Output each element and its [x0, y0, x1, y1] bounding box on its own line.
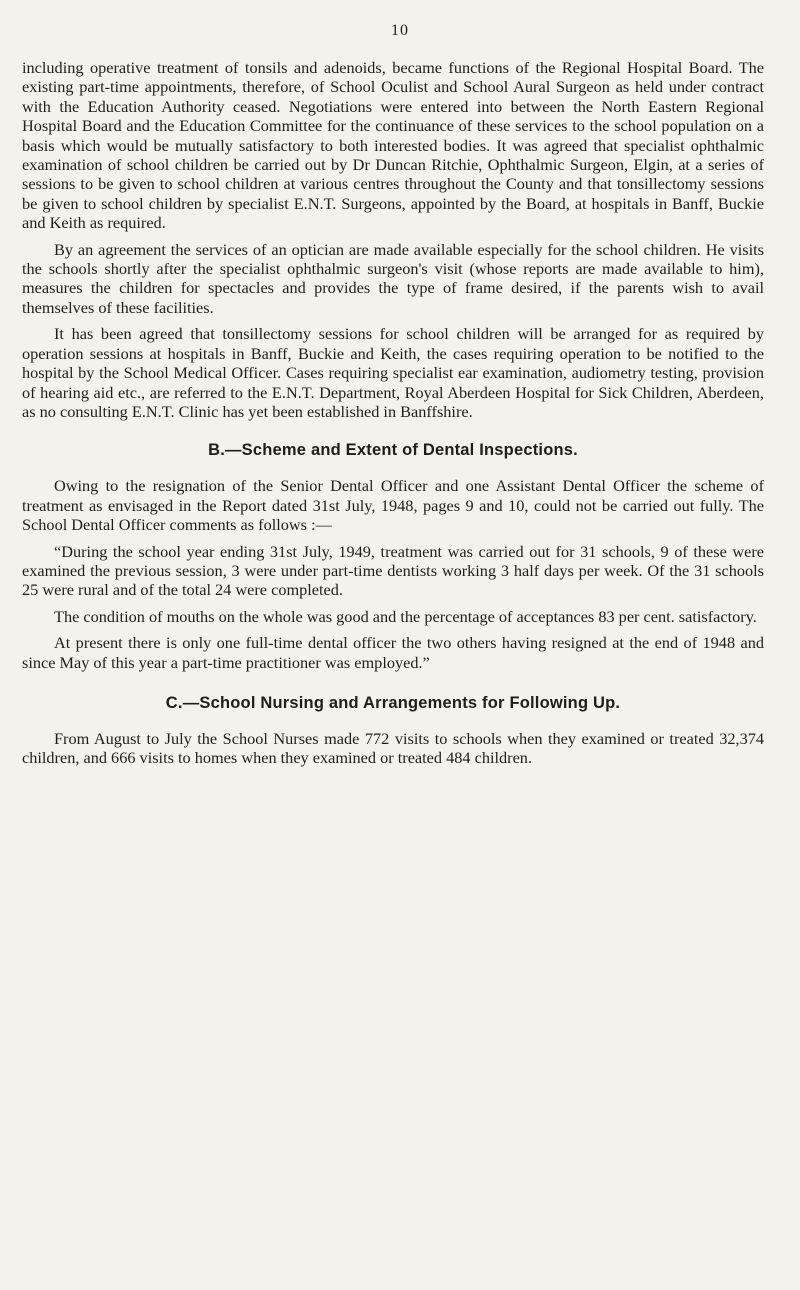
- paragraph-optician: By an agreement the services of an optician are made available especially for the school children. He visits the schools shortly after the specialist ophthalmic surgeon's visit (whose reports are made available to him), measures the children for spectacles and provides the type of frame desired, if the parents wish to avail themselves of these facilities.: [22, 239, 764, 317]
- paragraph-dental-quote-1: “During the school year ending 31st July, 1949, treatment was carried out for 31 schools, 9 of these were examined the previous session, 3 were under part-time dentists working 3 half days per week. Of the 31 schools 25 were rural and of the total 24 were completed.: [22, 541, 764, 600]
- section-heading-dental-inspections: B.—Scheme and Extent of Dental Inspections.: [208, 441, 578, 460]
- section-heading-school-nursing: C.—School Nursing and Arrangements for Following Up.: [165, 693, 621, 712]
- paragraph-dental-quote-2: The condition of mouths on the whole was good and the percentage of acceptances 83 per cent. satisfactory.: [54, 606, 757, 626]
- paragraph-tonsillectomy: It has been agreed that tonsillectomy sessions for school children will be arranged for as required by operation sessions at hospitals in Banff, Buckie and Keith, the cases requiring operation to be notified to the hospital by the School Medical Officer. Cases requiring specialist ear examination, audiometry testing, provision of hearing aid etc., are referred to the E.N.T. Department, Royal Aberdeen Hospital for Sick Children, Aberdeen, as no consulting E.N.T. Clinic has yet been established in Banffshire.: [22, 324, 764, 421]
- paragraph-dental-quote-3: At present there is only one full-time dental officer the two others having resigned at the end of 1948 and since May of this year a part-time practitioner was employed.”: [22, 633, 764, 672]
- page-number: 10: [391, 22, 409, 39]
- paragraph-school-nursing: From August to July the School Nurses made 772 visits to schools when they examined or treated 32,374 children, and 666 visits to homes when they examined or treated 484 children.: [22, 728, 764, 768]
- paragraph-intro: including operative treatment of tonsils and adenoids, became functions of the Regional Hospital Board. The existing part-time appointments, therefore, of School Oculist and School Aural Surgeon as held under contract with the Education Authority ceased. Negotiations were entered into between the North Eastern Regional Hospital Board and the Education Committee for the continuance of these services to the school population on a basis which would be mutually satisfactory to both interested bodies. It was agreed that specialist ophthalmic examination of school children be carried out by Dr Duncan Ritchie, Ophthalmic Surgeon, Elgin, at a series of sessions to be given to school children at various centres throughout the County and that tonsillectomy sessions be given to school children by specialist E.N.T. Surgeons, appointed by the Board, at hospitals in Banff, Buckie and Keith as required.: [22, 58, 764, 233]
- paragraph-dental-intro: Owing to the resignation of the Senior Dental Officer and one Assistant Dental Officer the scheme of treatment as envisaged in the Report dated 31st July, 1948, pages 9 and 10, could not be carried out fully. The School Dental Officer comments as follows :—: [22, 476, 764, 535]
